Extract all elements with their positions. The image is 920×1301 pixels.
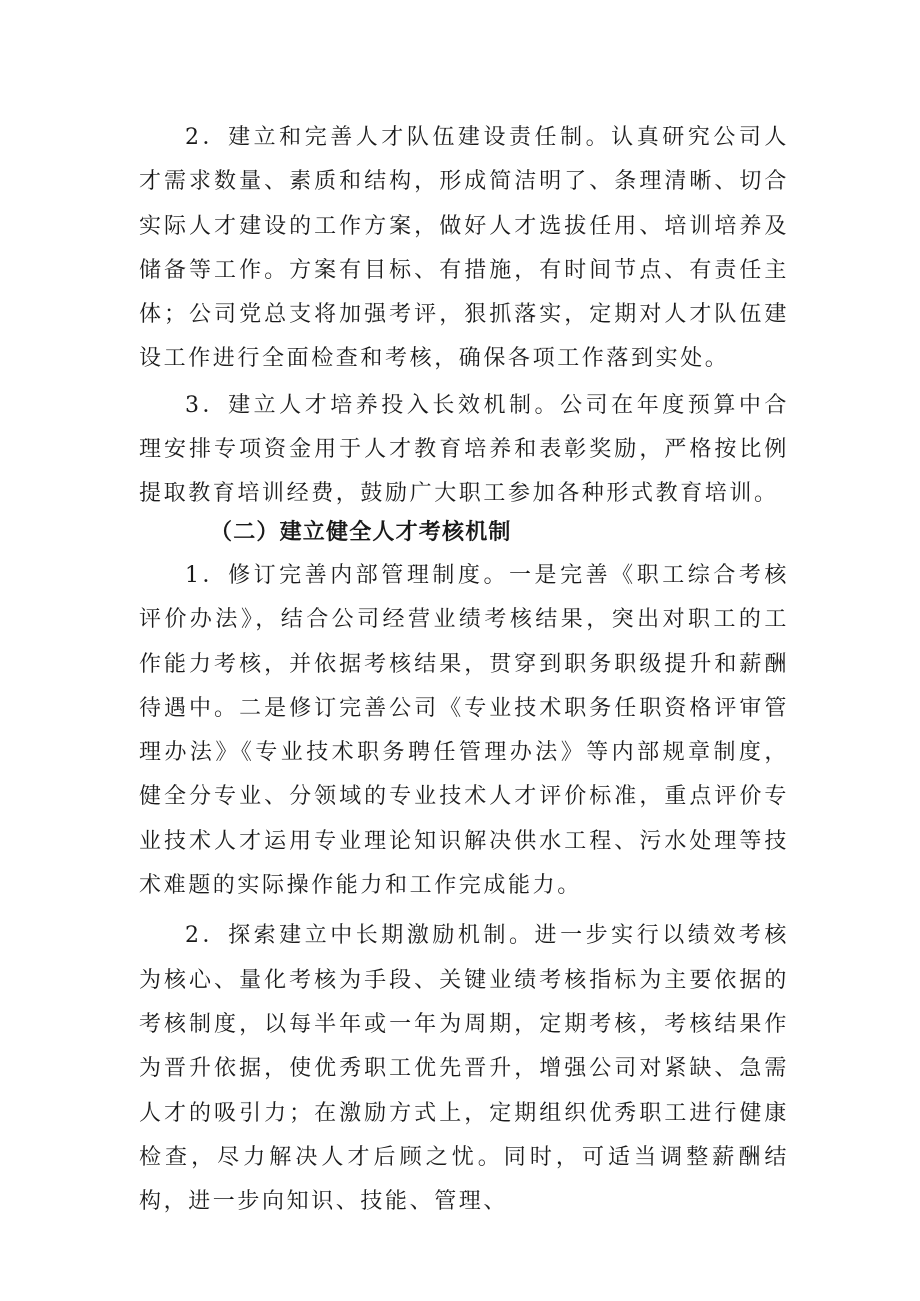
- paragraph-training-investment: 3．建立人才培养投入长效机制。公司在年度预算中合理安排专项资金用于人才教育培养和表彰奖励，严格按比例提取教育培训经费，鼓励广大职工参加各种形式教育培训。: [139, 392, 789, 507]
- paragraph-internal-management: 1．修订完善内部管理制度。一是完善《职工综合考核评价办法》，结合公司经营业绩考核结果，突出对职工的工作能力考核，并依据考核结果，贯穿到职务职级提升和薪酬待遇中。二是修订完善公司《专业技术职务任职资格评审管理办法》《专业技术职务聘任管理办法》等内部规章制度，健全分专业、分领域的专业技术人才评价标准，重点评价专业技术人才运用专业理论知识解决供水工程、污水处理等技术难题的实际操作能力和工作完成能力。: [139, 563, 789, 899]
- section-heading-block: [139, 510, 789, 554]
- section-heading: （二）建立健全人才考核机制: [210, 519, 512, 545]
- body-text-upper: [139, 116, 789, 517]
- paragraph-talent-responsibility: 2．建立和完善人才队伍建设责任制。认真研究公司人才需求数量、素质和结构，形成简洁明了、条理清晰、切合实际人才建设的工作方案，做好人才选拔任用、培训培养及储备等工作。方案有目标、有措施，有时间节点、有责任主体；公司党总支将加强考评，狠抓落实，定期对人才队伍建设工作进行全面检查和考核，确保各项工作落到实处。: [139, 125, 789, 372]
- paragraph-incentive-mechanism: 2．探索建立中长期激励机制。进一步实行以绩效考核为核心、量化考核为手段、关键业绩考核指标为主要依据的考核制度，以每半年或一年为周期，定期考核，考核结果作为晋升依据，使优秀职工优先晋升，增强公司对紧缺、急需人才的吸引力；在激励方式上，定期组织优秀职工进行健康检查，尽力解决人才后顾之忧。同时，可适当调整薪酬结构，进一步向知识、技能、管理、: [139, 923, 789, 1215]
- body-text-lower: [139, 554, 789, 1224]
